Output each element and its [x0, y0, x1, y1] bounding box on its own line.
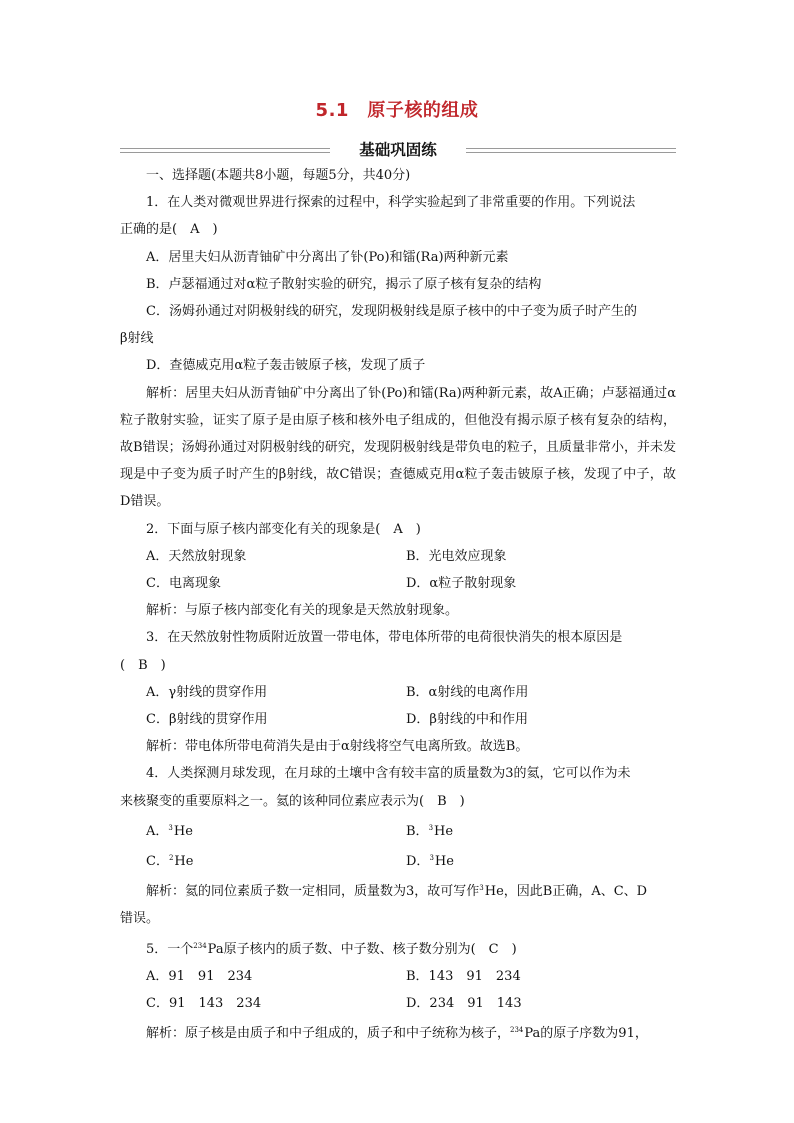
q3-option-a: A．γ射线的贯穿作用: [146, 684, 268, 700]
q4-option-b: [406, 815, 676, 845]
q5-option-c: C．91 143 234: [146, 996, 262, 1012]
q3-analysis: 解析：带电体所带电荷消失是由于α射线将空气电离所致。故选B。: [146, 739, 529, 755]
q3-option-c: C．β射线的贯穿作用: [146, 712, 268, 728]
q4-option-c-prefix: C．: [146, 854, 169, 870]
q4-option-d-symbol: He: [434, 854, 454, 870]
q5-stem-mass-number: 234: [193, 941, 207, 950]
q1-option-b: B．卢瑟福通过对α粒子散射实验的研究，揭示了原子核有复杂的结构: [146, 276, 542, 292]
q4-option-b-prefix: B．: [406, 823, 429, 839]
q4-option-b-symbol: He: [434, 823, 454, 839]
q1-option-d: D．查德威克用α粒子轰击铍原子核，发现了质子: [146, 358, 426, 374]
q4-option-a-prefix: A．: [146, 823, 169, 839]
q2-option-a: A．天然放射现象: [146, 548, 247, 564]
q3-options-row2: [120, 706, 676, 733]
q4-analysis-line1: [120, 875, 676, 905]
q4-options-row1: [120, 815, 676, 845]
section-title: 基础巩固练: [359, 141, 437, 159]
q3-options-row1: [120, 679, 676, 706]
q5-analysis-post: Pa的原子序数为91，: [524, 1026, 648, 1042]
q4-analysis-mass-number: 3: [479, 884, 484, 893]
q5-analysis: [120, 1017, 676, 1047]
q5-options-row2: [120, 990, 676, 1017]
section-intro: 一、选择题(本题共8小题，每题5分，共40分): [146, 168, 411, 183]
q2-options-row1: [120, 543, 676, 570]
q1-analysis: 解析：居里夫妇从沥青铀矿中分离出了钋(Po)和镭(Ra)两种新元素，故A正确；卢瑟福通过α粒子散射实验，证实了原子是由原子核和核外电子组成的，但他没有揭示原子核有复杂的结构，故B错误；汤姆孙通过对阴极射线的研究，发现阴极射线是带负电的粒子，且质量非常小，并未发现是中子变为质子时产生的β射线，故C错误；查德威克用α粒子轰击铍原子核，发现了中子，故D错误。: [120, 385, 676, 510]
q4-option-c-mass-number: 2: [168, 854, 174, 863]
q2-analysis: 解析：与原子核内部变化有关的现象是天然放射现象。: [146, 603, 459, 619]
q2-stem: 2．下面与原子核内部变化有关的现象是( A ): [146, 521, 421, 537]
q5-stem-pre: 5．一个: [146, 941, 194, 957]
q5-stem: [120, 933, 676, 963]
q5-option-b: B．143 91 234: [406, 968, 521, 984]
q3-option-d: D．β射线的中和作用: [406, 712, 528, 728]
q4-option-c-symbol: He: [174, 854, 194, 870]
q1-option-a: A．居里夫妇从沥青铀矿中分离出了钋(Po)和镭(Ra)两种新元素: [146, 249, 509, 265]
q1-option-c-line1: C．汤姆孙通过对阴极射线的研究，发现阴极射线是原子核中的中子变为质子时产生的: [146, 304, 637, 320]
q4-option-a-symbol: He: [173, 823, 193, 839]
q2-option-c: C．电离现象: [146, 576, 221, 592]
question-content: [120, 162, 676, 1048]
q4-option-a: [146, 815, 406, 845]
q4-option-d: [406, 845, 676, 875]
q3-option-b: B．α射线的电离作用: [406, 684, 529, 700]
q4-stem-line2: 来核聚变的重要原料之一。氦的该种同位素应表示为( B ): [120, 793, 465, 809]
q4-stem-line1: 4．人类探测月球发现，在月球的土壤中含有较丰富的质量数为3的氦，它可以作为未: [146, 766, 631, 782]
q5-options-row1: [120, 963, 676, 990]
q4-option-b-mass-number: 3: [428, 823, 434, 832]
q4-analysis-text-post: He，因此B正确，A、C、D: [484, 884, 648, 900]
q5-option-a: A．91 91 234: [146, 968, 253, 984]
page-title: 5.1 原子核的组成: [315, 100, 479, 121]
q5-option-d: D．234 91 143: [406, 996, 522, 1012]
section-header: [120, 138, 676, 160]
q4-options-row2: [120, 845, 676, 875]
q1-stem-line2: 正确的是( A ): [120, 222, 218, 238]
q5-stem-post: Pa原子核内的质子数、中子数、核子数分别为( C ): [207, 941, 517, 957]
q4-option-c: [146, 845, 406, 875]
q4-analysis-line2: 错误。: [120, 911, 160, 927]
q4-option-a-mass-number: 3: [168, 823, 173, 832]
q5-analysis-pre: 解析：原子核是由质子和中子组成的，质子和中子统称为核子，: [146, 1026, 511, 1042]
q1-stem-line1: 1．在人类对微观世界进行探索的过程中，科学实验起到了非常重要的作用。下列说法: [146, 195, 636, 211]
q2-options-row2: [120, 570, 676, 597]
q4-analysis-text-pre: 解析：氦的同位素质子数一定相同，质量数为3，故可写作: [146, 884, 480, 900]
q4-option-d-prefix: D．: [406, 854, 430, 870]
q3-stem-line2: ( B ): [120, 657, 166, 673]
q1-option-c-line2: β射线: [120, 331, 154, 347]
q2-option-b: B．光电效应现象: [406, 548, 507, 564]
q4-option-d-mass-number: 3: [429, 854, 434, 863]
q2-option-d: D．α粒子散射现象: [406, 576, 517, 592]
q5-analysis-mass-number: 234: [510, 1026, 524, 1035]
q3-stem-line1: 3．在天然放射性物质附近放置一带电体，带电体所带的电荷很快消失的根本原因是: [146, 630, 623, 646]
